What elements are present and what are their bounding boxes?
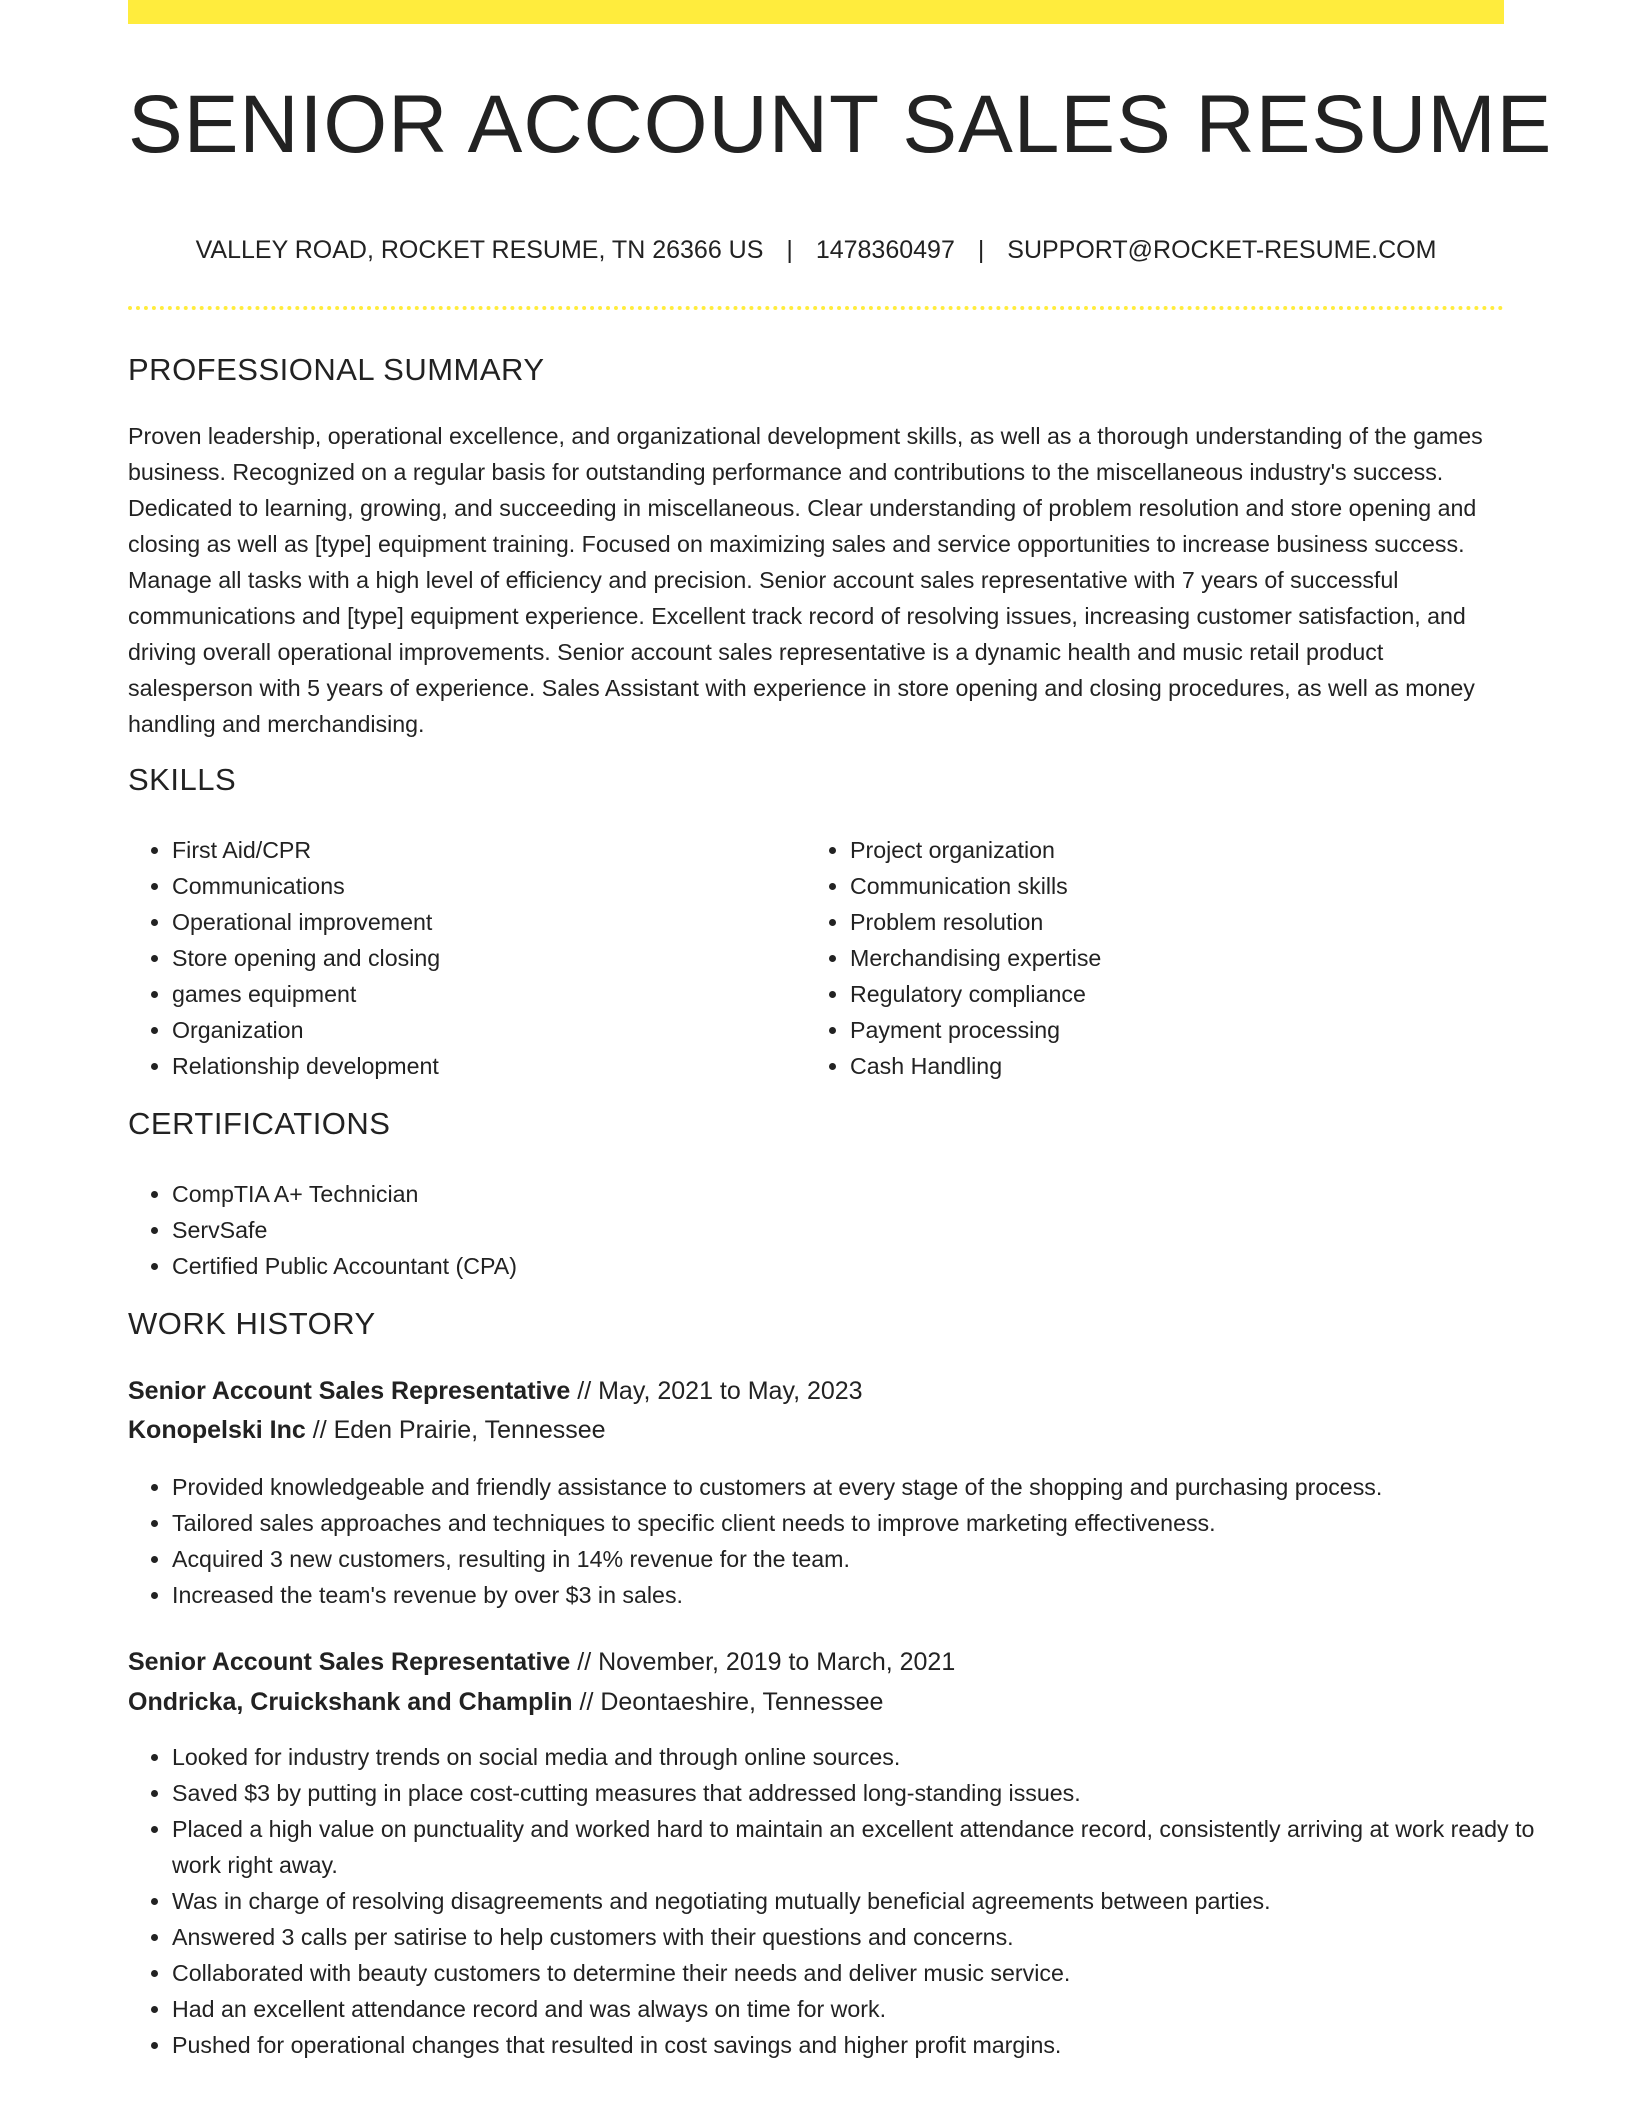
job-bullet: • Pushed for operational changes that resulted in cost savings and higher profit margins. — [172, 2027, 1548, 2063]
skills-list-left — [128, 832, 772, 1084]
top-accent-bar — [128, 0, 1504, 24]
job-title-line — [128, 1648, 1504, 1677]
skill-item: • Relationship development — [172, 1048, 772, 1084]
job-location: // Deontaeshire, Tennessee — [579, 1688, 884, 1716]
job-title-line — [128, 1377, 1504, 1406]
skills-list-right — [806, 832, 1450, 1084]
job-company: Ondricka, Cruickshank and Champlin — [128, 1688, 573, 1716]
contact-separator: | — [977, 236, 985, 264]
job-title: Senior Account Sales Representative — [128, 1648, 571, 1676]
skill-item: • Problem resolution — [850, 904, 1450, 940]
job-location: // Eden Prairie, Tennessee — [312, 1416, 606, 1444]
skill-item: • Store opening and closing — [172, 940, 772, 976]
job-bullet: • Increased the team's revenue by over $3 in sales. — [172, 1577, 1548, 1613]
certification-item: • CompTIA A+ Technician — [172, 1176, 1072, 1212]
summary-text: Proven leadership, operational excellence, and organizational development skills, as well as a thorough understanding of the games business. Recognized on a regular basis for outstanding performance and contributions to the miscellaneous industry's success. Dedicated to learning, growing, and succeeding in miscellaneous. Clear understanding of problem resolution and store opening and closing as well as [type] equipment training. Focused on maximizing sales and service opportunities to increase business success. Manage all tasks with a high level of efficiency and precision. Senior account sales representative with 7 years of successful communications and [type] equipment experience. Excellent track record of resolving issues, increasing customer satisfaction, and driving overall operational improvements. Senior account sales representative is a dynamic health and music retail product salesperson with 5 years of experience. Sales Assistant with experience in store opening and closing procedures, as well as money handling and merchandising. — [128, 423, 1483, 737]
skills-heading: SKILLS — [128, 762, 237, 797]
job-bullet: • Had an excellent attendance record and was always on time for work. — [172, 1991, 1548, 2027]
skill-item: • Operational improvement — [172, 904, 772, 940]
skill-item: • Project organization — [850, 832, 1450, 868]
contact-address: VALLEY ROAD, ROCKET RESUME, TN 26366 US — [195, 236, 764, 264]
certification-item: • ServSafe — [172, 1212, 1072, 1248]
skill-item: • Communications — [172, 868, 772, 904]
skill-item: • Regulatory compliance — [850, 976, 1450, 1012]
job-bullet: • Looked for industry trends on social media and through online sources. — [172, 1739, 1548, 1775]
skill-item: • Payment processing — [850, 1012, 1450, 1048]
work-history-heading: WORK HISTORY — [128, 1306, 376, 1341]
job-bullet: • Placed a high value on punctuality and worked hard to maintain an excellent attendance record, consistently arriving at work ready to work right away. — [172, 1811, 1548, 1883]
job-title: Senior Account Sales Representative — [128, 1377, 571, 1405]
job-bullets — [128, 1469, 1548, 1613]
header-divider — [128, 306, 1504, 310]
skill-item: • Communication skills — [850, 868, 1450, 904]
contact-separator: | — [786, 236, 793, 264]
job-company: Konopelski Inc — [128, 1416, 306, 1444]
skill-item: • Cash Handling — [850, 1048, 1450, 1084]
skill-item: • Merchandising expertise — [850, 940, 1450, 976]
job-bullet: • Provided knowledgeable and friendly assistance to customers at every stage of the shopping and purchasing process. — [172, 1469, 1548, 1505]
job-dates: // May, 2021 to May, 2023 — [577, 1377, 863, 1405]
summary-heading: PROFESSIONAL SUMMARY — [128, 352, 545, 387]
job-bullet: • Acquired 3 new customers, resulting in 14% revenue for the team. — [172, 1541, 1548, 1577]
job-dates: // November, 2019 to March, 2021 — [577, 1648, 956, 1676]
resume-title: SENIOR ACCOUNT SALES RESUME — [128, 79, 1553, 170]
contact-phone: 1478360497 — [815, 236, 955, 264]
job-bullets — [128, 1739, 1548, 2063]
certifications-heading: CERTIFICATIONS — [128, 1106, 391, 1141]
certification-item: • Certified Public Accountant (CPA) — [172, 1248, 1072, 1284]
job-company-line — [128, 1416, 1504, 1445]
job-bullet: • Saved $3 by putting in place cost-cutting measures that addressed long-standing issues. — [172, 1775, 1548, 1811]
job-bullet: • Tailored sales approaches and techniques to specific client needs to improve marketing effectiveness. — [172, 1505, 1548, 1541]
skill-item: • games equipment — [172, 976, 772, 1012]
contact-email: SUPPORT@ROCKET-RESUME.COM — [1007, 236, 1437, 264]
skill-item: • Organization — [172, 1012, 772, 1048]
contact-line — [128, 236, 1504, 265]
job-company-line — [128, 1688, 1504, 1717]
job-bullet: • Was in charge of resolving disagreements and negotiating mutually beneficial agreements between parties. — [172, 1883, 1548, 1919]
job-bullet: • Answered 3 calls per satirise to help customers with their questions and concerns. — [172, 1919, 1548, 1955]
certifications-list — [128, 1176, 1072, 1284]
skill-item: • First Aid/CPR — [172, 832, 772, 868]
job-bullet: • Collaborated with beauty customers to determine their needs and deliver music service. — [172, 1955, 1548, 1991]
